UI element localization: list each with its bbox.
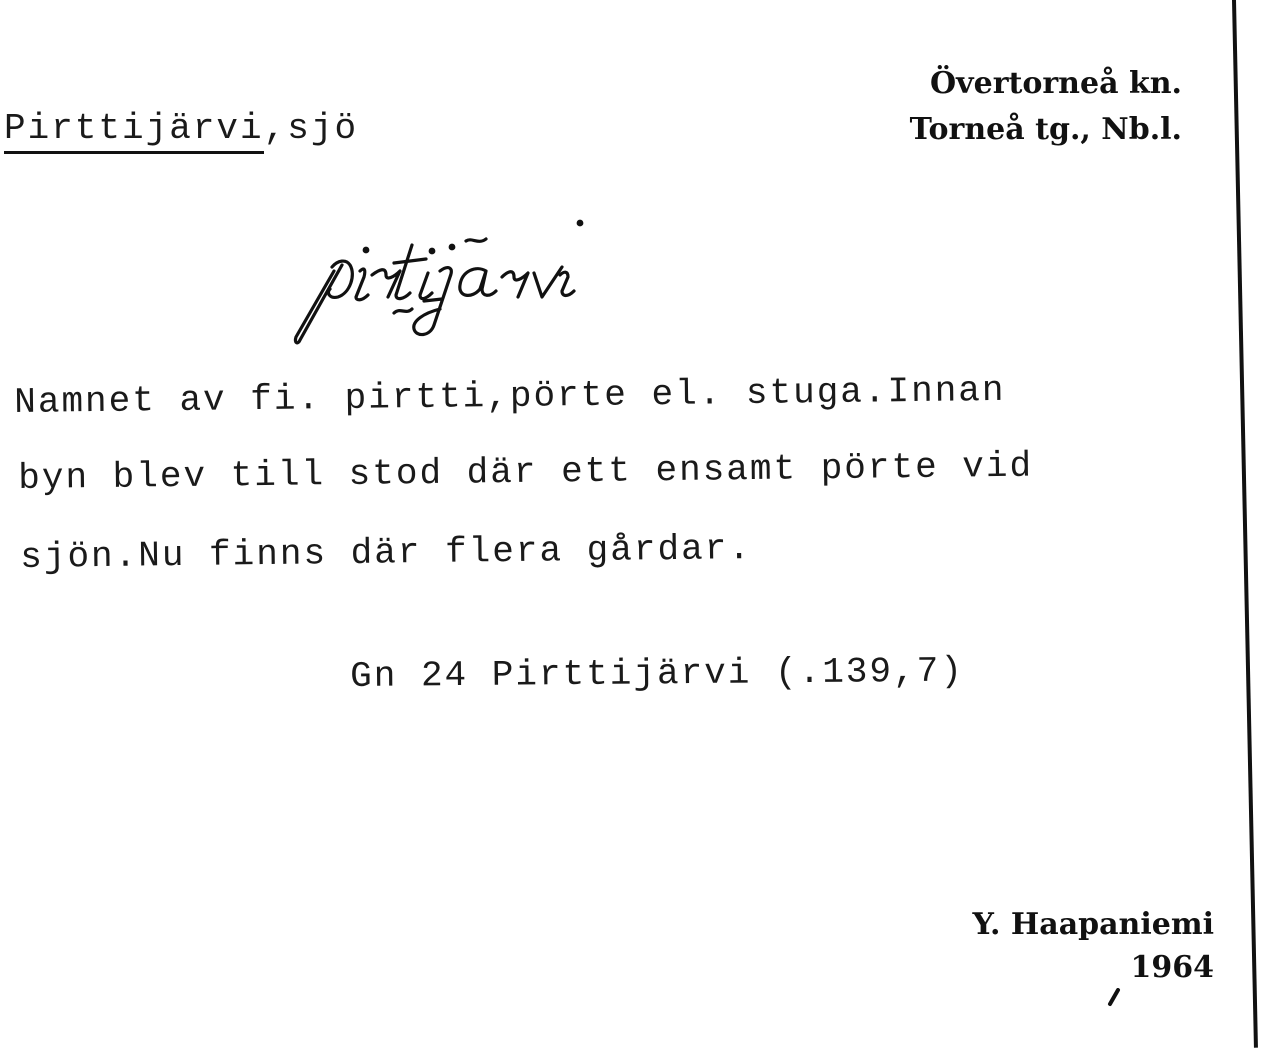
municipality-label: Övertorneå kn. <box>930 66 1182 101</box>
card-right-edge <box>1232 0 1258 1048</box>
handwriting-transcription: pirtijärvi <box>290 209 335 220</box>
body-line-1: Namnet av fi. pirtti,pörte el. stuga.Innan <box>14 369 1006 423</box>
pen-mark <box>1104 988 1124 1008</box>
source-reference: Gn 24 Pirttijärvi (.139,7) <box>350 650 965 697</box>
author-name: Y. Haapaniemi <box>972 907 1214 942</box>
body-line-2: byn blev till stod där ett ensamt pörte vid <box>18 445 1034 499</box>
headword-line <box>4 108 358 149</box>
headword-type: ,sjö <box>263 108 359 149</box>
headword: Pirttijärvi <box>4 108 264 154</box>
district-label: Torneå tg., Nb.l. <box>909 112 1182 147</box>
handwritten-pronunciation <box>290 205 790 350</box>
handwriting-drawing <box>290 205 790 350</box>
year: 1964 <box>1130 950 1214 985</box>
body-line-3: sjön.Nu finns där flera gårdar. <box>20 528 753 578</box>
